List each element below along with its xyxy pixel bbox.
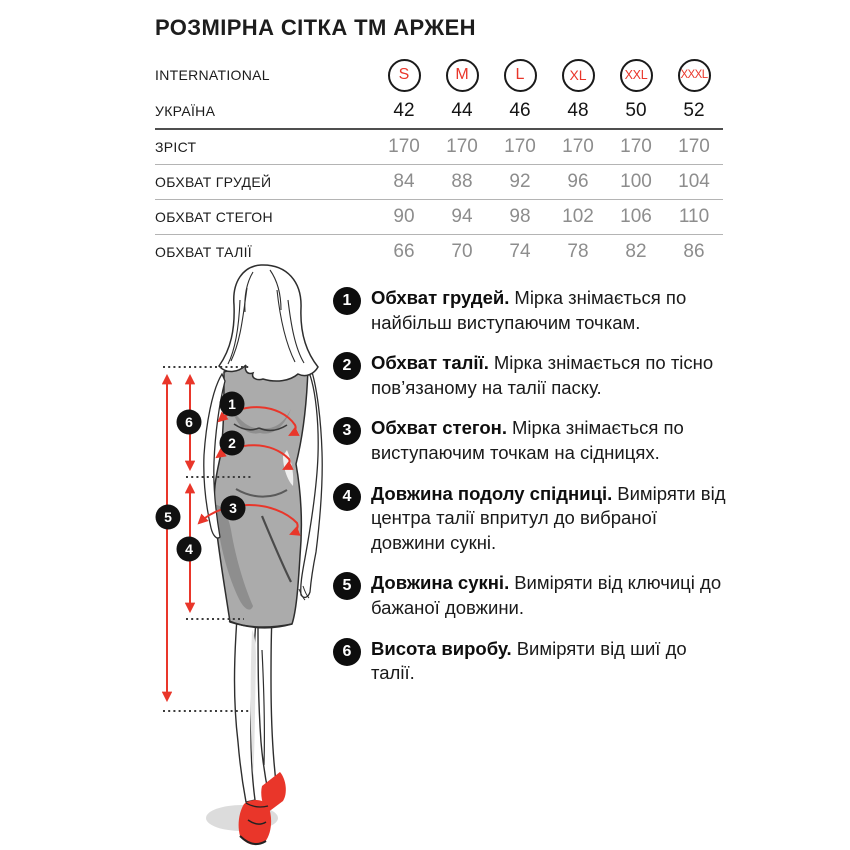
- measurement-legend: [333, 286, 731, 702]
- list-item: [333, 482, 731, 556]
- svg-text:4: 4: [185, 541, 193, 557]
- cell-value: 170: [562, 136, 594, 157]
- svg-text:1: 1: [228, 396, 236, 412]
- svg-text:3: 3: [229, 500, 237, 516]
- cell-value: 98: [509, 206, 531, 227]
- hair: [219, 265, 318, 381]
- table-row-waist: ОБХВАТ ТАЛІЇ 66 70 74 78 82 86: [155, 235, 723, 269]
- size-badge-xxl: XXL: [620, 59, 653, 92]
- list-item: [333, 571, 731, 620]
- measurement-figure: [138, 262, 345, 850]
- ukraine-size: 42: [393, 100, 415, 121]
- svg-text:2: 2: [228, 435, 236, 451]
- legend-text: Обхват грудей. Мірка знімається по найбільш виступаючим точкам.: [371, 287, 687, 333]
- list-item: [333, 286, 731, 335]
- ukraine-size: 44: [451, 100, 473, 121]
- legs: [235, 618, 278, 802]
- cell-value: 170: [446, 136, 478, 157]
- legend-number-badge: 3: [333, 417, 361, 445]
- cell-value: 170: [504, 136, 536, 157]
- list-item: [333, 637, 731, 686]
- cell-value: 78: [567, 241, 589, 262]
- ukraine-size: 50: [625, 100, 647, 121]
- table-row-hips: ОБХВАТ СТЕГОН 90 94 98 102 106 110: [155, 200, 723, 234]
- size-badge-s: S: [388, 59, 421, 92]
- cell-value: 82: [625, 241, 647, 262]
- cell-value: 86: [683, 241, 705, 262]
- table-row-height: ЗРІСТ 170 170 170 170 170 170: [155, 130, 723, 164]
- cell-value: 94: [451, 206, 473, 227]
- size-badge-xl: XL: [562, 59, 595, 92]
- size-badge-l: L: [504, 59, 537, 92]
- cell-value: 70: [451, 241, 473, 262]
- svg-text:6: 6: [185, 414, 193, 430]
- legend-number-badge: 5: [333, 572, 361, 600]
- cell-value: 170: [678, 136, 710, 157]
- table-row-chest: ОБХВАТ ГРУДЕЙ 84 88 92 96 100 104: [155, 165, 723, 199]
- figure-marker-3: [221, 496, 246, 521]
- list-item: [333, 351, 731, 400]
- table-row-ukraine: [155, 94, 723, 128]
- table-row-international: [155, 56, 723, 94]
- cell-value: 92: [509, 171, 531, 192]
- cell-value: 102: [562, 206, 594, 227]
- size-table: [155, 56, 723, 269]
- legend-number-badge: 1: [333, 287, 361, 315]
- size-badge-xxxl: XXXL: [678, 59, 711, 92]
- figure-marker-4: [177, 537, 202, 562]
- cell-value: 170: [388, 136, 420, 157]
- list-item: [333, 416, 731, 465]
- ukraine-size: 52: [683, 100, 705, 121]
- svg-text:5: 5: [164, 509, 172, 525]
- cell-value: 90: [393, 206, 415, 227]
- size-badge-m: M: [446, 59, 479, 92]
- cell-value: 110: [678, 206, 710, 227]
- figure-marker-5: [156, 505, 181, 530]
- cell-value: 88: [451, 171, 473, 192]
- cell-value: 96: [567, 171, 589, 192]
- legend-number-badge: 2: [333, 352, 361, 380]
- legend-text: Обхват талії. Мірка знімається по тісно пов’язаному на талії паску.: [371, 352, 714, 398]
- figure-marker-1: [220, 392, 245, 417]
- legend-text: Обхват стегон. Мірка знімається по виступаючим точкам на сідницях.: [371, 417, 684, 463]
- ukraine-size: 46: [509, 100, 531, 121]
- cell-value: 84: [393, 171, 415, 192]
- legend-text: Довжина сукні. Виміряти від ключиці до бажаної довжини.: [371, 572, 722, 618]
- legend-number-badge: 6: [333, 638, 361, 666]
- cell-value: 170: [620, 136, 652, 157]
- row-label-ukraine: УКРАЇНА: [155, 103, 216, 119]
- figure-marker-6: [177, 410, 202, 435]
- ukraine-size: 48: [567, 100, 589, 121]
- cell-value: 74: [509, 241, 531, 262]
- legend-text: Висота виробу. Виміряти від шиї до талії.: [371, 637, 687, 684]
- page-title: РОЗМІРНА СІТКА ТМ АРЖЕН: [155, 15, 476, 40]
- cell-value: 66: [393, 241, 415, 262]
- cell-value: 100: [620, 171, 652, 192]
- figure-marker-2: [220, 431, 245, 456]
- cell-value: 106: [620, 206, 652, 227]
- cell-value: 104: [678, 171, 710, 192]
- legend-text: Довжина подолу спідниці. Виміряти від центра талії впритул до вибраної довжини сукні.: [371, 482, 726, 553]
- row-label-international: INTERNATIONAL: [155, 67, 270, 83]
- legend-number-badge: 4: [333, 483, 361, 511]
